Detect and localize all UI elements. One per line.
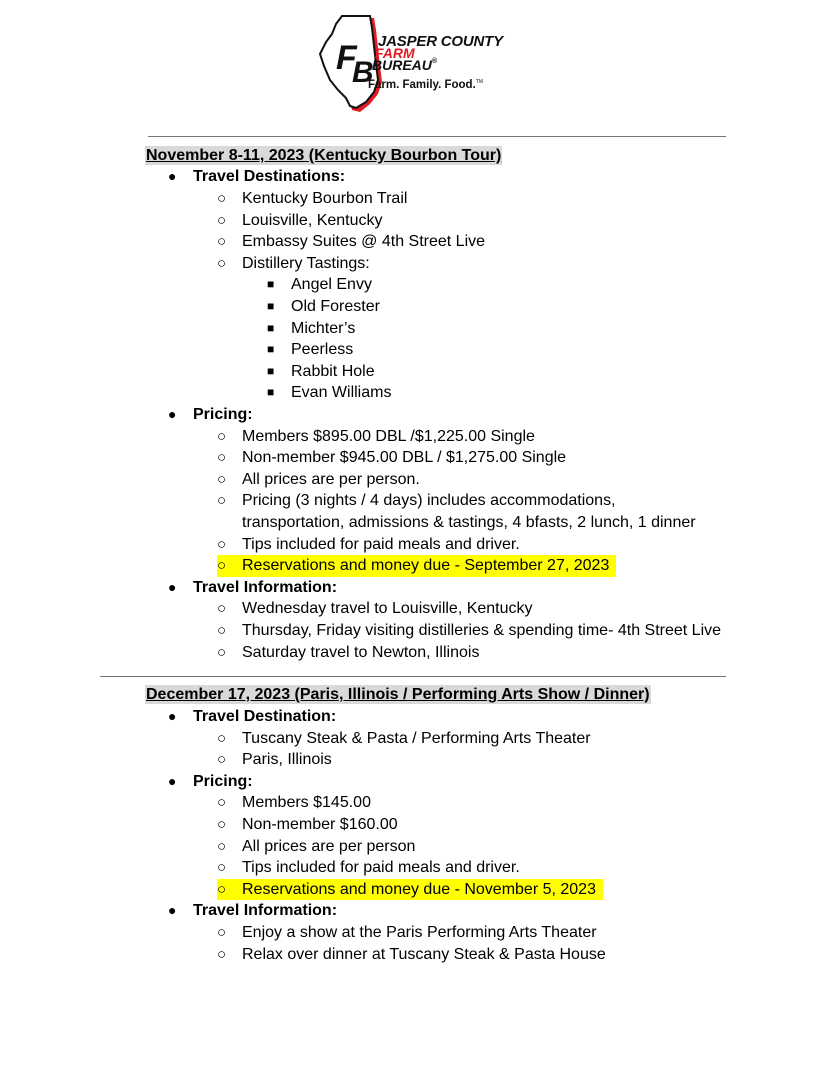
- circle-bullet-icon: ○: [217, 837, 227, 855]
- circle-bullet-icon: ○: [217, 449, 227, 467]
- distillery-name: Peerless: [291, 341, 354, 359]
- trip1-destination: Louisville, Kentucky: [242, 211, 383, 229]
- trip2-info: Relax over dinner at Tuscany Steak & Pasta House: [242, 945, 606, 963]
- trip2-price: Non-member $160.00: [242, 816, 398, 833]
- trip2-info-label: Travel Information:: [193, 902, 338, 920]
- trip1-destination: Kentucky Bourbon Trail: [242, 190, 408, 207]
- circle-bullet-icon: ○: [217, 751, 227, 769]
- logo-bureau-word: BUREAU: [372, 57, 432, 73]
- svg-text:F: F: [336, 39, 357, 77]
- trip2-destination: Paris, Illinois: [242, 751, 332, 769]
- trip2-info: Enjoy a show at the Paris Performing Arts Theater: [242, 924, 597, 941]
- distillery-name: Evan Williams: [291, 384, 392, 402]
- circle-bullet-icon: ○: [217, 794, 227, 812]
- trip2-deadline: Reservations and money due - November 5, 2023: [242, 880, 596, 898]
- bullet-icon: ●: [168, 902, 177, 919]
- trip1-pricing-label: Pricing:: [193, 406, 253, 423]
- trip2-tips: Tips included for paid meals and driver.: [242, 859, 520, 877]
- square-bullet-icon: ■: [267, 299, 275, 313]
- trip2-price: Members $145.00: [242, 794, 371, 812]
- trip1-destination: Distillery Tastings:: [242, 254, 370, 272]
- circle-bullet-icon: ○: [217, 643, 227, 661]
- trip2-destinations-label: Travel Destination:: [193, 708, 337, 725]
- section-divider: [100, 676, 726, 677]
- bullet-icon: ●: [168, 168, 177, 184]
- distillery-name: Rabbit Hole: [291, 362, 375, 380]
- square-bullet-icon: ■: [267, 342, 275, 357]
- circle-bullet-icon: ○: [217, 600, 227, 618]
- trip1-info-label: Travel Information:: [193, 578, 338, 596]
- circle-bullet-icon: ○: [217, 924, 227, 941]
- top-divider: [148, 136, 726, 137]
- logo-tagline-text: Farm. Family. Food.: [368, 79, 476, 91]
- circle-bullet-icon: ○: [217, 470, 227, 488]
- bullet-icon: ●: [168, 406, 177, 422]
- distillery-name: Old Forester: [291, 298, 380, 315]
- distillery-name: Angel Envy: [291, 276, 372, 294]
- logo-line-jasper-county: JASPER COUNTY: [378, 33, 503, 50]
- circle-bullet-icon: ○: [217, 535, 227, 553]
- trip1-destination: Embassy Suites @ 4th Street Live: [242, 233, 486, 251]
- circle-bullet-icon: ○: [217, 427, 227, 445]
- circle-bullet-icon: ○: [217, 622, 227, 639]
- logo-tagline: [368, 80, 483, 92]
- jasper-county-farm-bureau-logo: [316, 14, 526, 112]
- trip1-price-includes: Pricing (3 nights / 4 days) includes accommodations,: [242, 492, 616, 510]
- registered-mark-icon: ®: [431, 58, 438, 65]
- square-bullet-icon: ■: [267, 320, 275, 335]
- circle-bullet-icon: ○: [217, 859, 227, 877]
- trip2-heading: December 17, 2023 (Paris, Illinois / Performing Arts Show / Dinner): [146, 686, 650, 703]
- circle-bullet-icon: ○: [217, 816, 227, 833]
- square-bullet-icon: ■: [267, 363, 275, 378]
- trip1-price: Non-member $945.00 DBL / $1,275.00 Single: [242, 449, 567, 467]
- trip1-destinations-label: Travel Destinations:: [193, 168, 346, 185]
- distillery-name: Michter’s: [291, 319, 356, 337]
- square-bullet-icon: ■: [267, 385, 275, 400]
- trip1-info: Wednesday travel to Louisville, Kentucky: [242, 600, 533, 618]
- trip1-heading: November 8-11, 2023 (Kentucky Bourbon Tour): [146, 147, 502, 164]
- circle-bullet-icon: ○: [217, 729, 227, 747]
- trip1-info: Saturday travel to Newton, Illinois: [242, 643, 480, 661]
- logo-line-farm: FARM: [375, 45, 415, 61]
- square-bullet-icon: ■: [267, 277, 275, 292]
- circle-bullet-icon: ○: [217, 254, 227, 272]
- trip1-deadline: Reservations and money due - September 27, 2023: [242, 557, 610, 575]
- circle-bullet-icon: ○: [217, 492, 227, 510]
- svg-text:B: B: [352, 56, 374, 89]
- circle-bullet-icon: ○: [217, 880, 227, 898]
- logo-line-bureau: [372, 58, 437, 72]
- trip1-tips: Tips included for paid meals and driver.: [242, 535, 520, 553]
- logo-tm: TM: [475, 79, 484, 85]
- circle-bullet-icon: ○: [217, 557, 227, 575]
- trip1-price-includes-cont: transportation, admissions & tastings, 4 bfasts, 2 lunch, 1 dinner: [242, 514, 696, 531]
- trip2-destination: Tuscany Steak & Pasta / Performing Arts Theater: [242, 729, 591, 747]
- circle-bullet-icon: ○: [217, 233, 227, 251]
- trip1-price-note: All prices are per person.: [242, 470, 420, 488]
- circle-bullet-icon: ○: [217, 211, 227, 229]
- trip2-price-note: All prices are per person: [242, 837, 416, 855]
- trip1-price: Members $895.00 DBL /$1,225.00 Single: [242, 427, 535, 445]
- trip1-info: Thursday, Friday visiting distilleries & spending time- 4th Street Live: [242, 622, 722, 639]
- bullet-icon: ●: [168, 772, 177, 789]
- bullet-icon: ●: [168, 708, 177, 724]
- circle-bullet-icon: ○: [217, 190, 227, 207]
- trip2-pricing-label: Pricing:: [193, 772, 253, 790]
- circle-bullet-icon: ○: [217, 945, 227, 963]
- bullet-icon: ●: [168, 578, 177, 595]
